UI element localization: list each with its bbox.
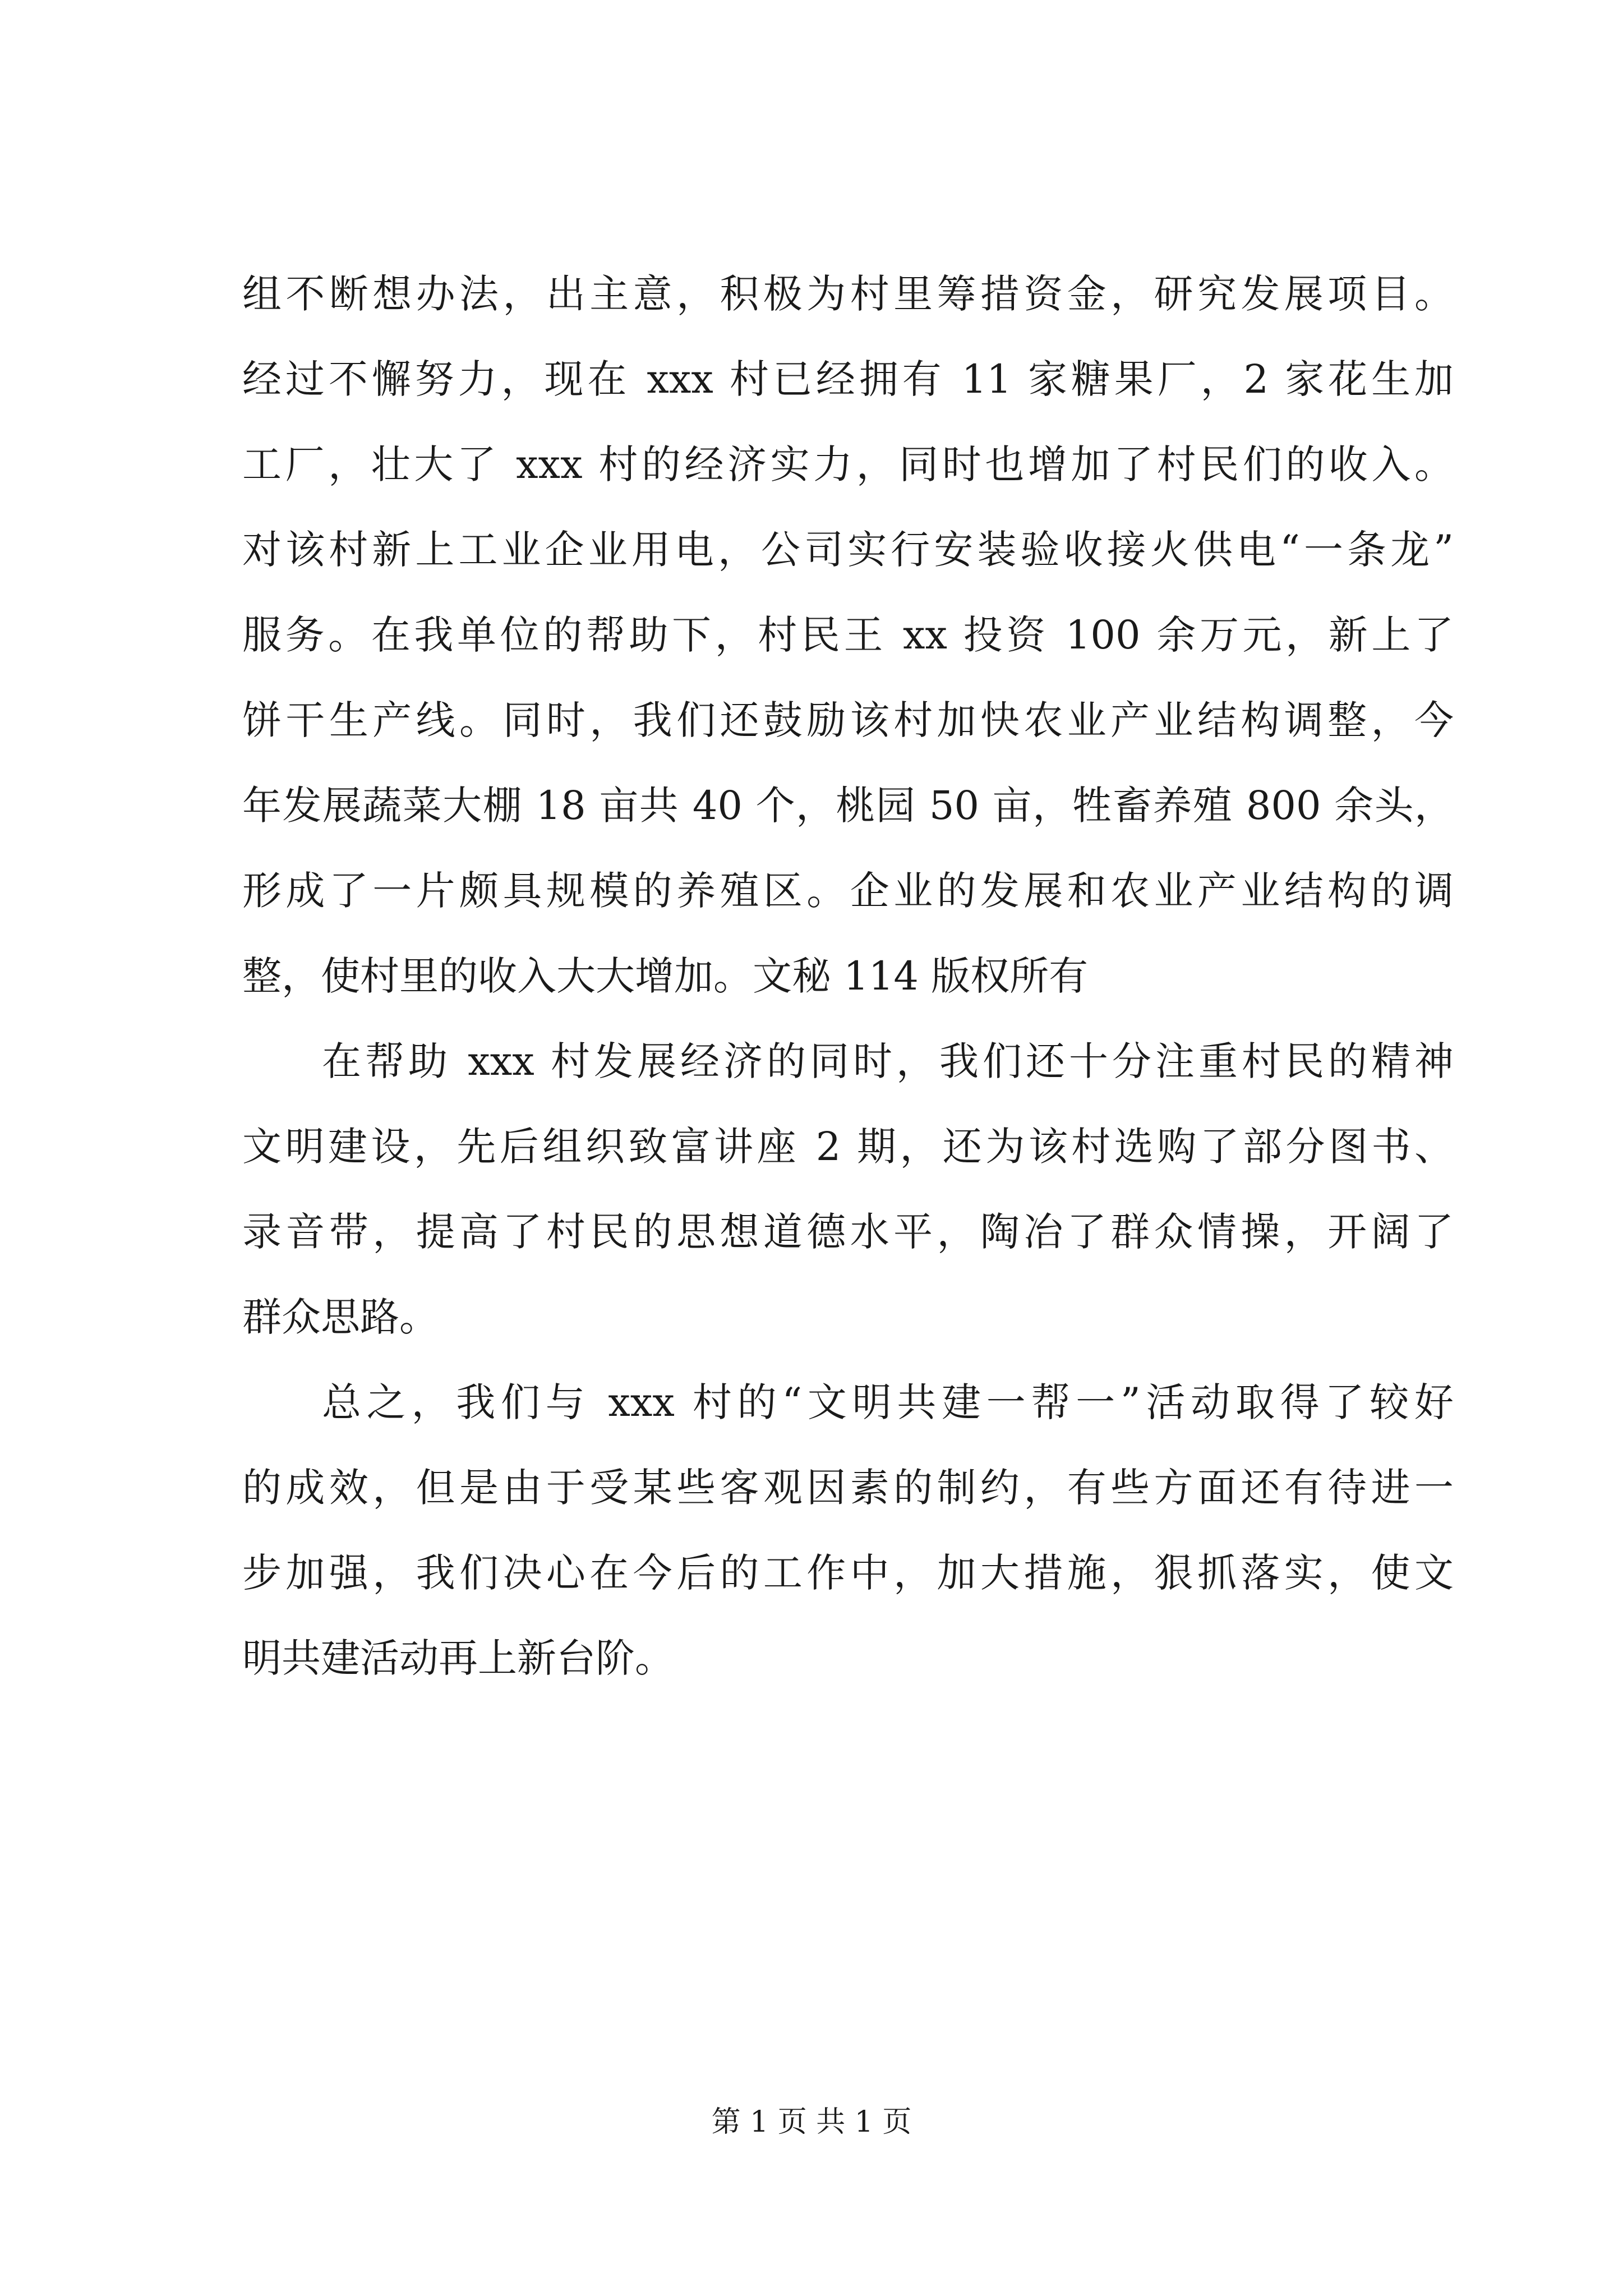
text-line: 经过不懈努力，现在 xxx 村已经拥有 11 家糖果厂，2 家花生加 [242, 356, 1454, 402]
text-line: 文明建设，先后组织致富讲座 2 期，还为该村选购了部分图书、 [242, 1124, 1454, 1170]
text-line: 步加强，我们决心在今后的工作中，加大措施，狠抓落实，使文 [242, 1550, 1454, 1596]
text-line: 总之，我们与 xxx 村的“文明共建一帮一”活动取得了较好 [322, 1379, 1454, 1425]
paragraph-1 [242, 251, 1454, 1019]
text-line: 录音带，提高了村民的思想道德水平，陶冶了群众情操，开阔了 [242, 1209, 1454, 1255]
paragraph-2 [242, 1019, 1454, 1360]
page-number-footer: 第 1 页 共 1 页 [711, 2105, 912, 2139]
text-line: 服务。在我单位的帮助下，村民王 xx 投资 100 余万元，新上了 [242, 612, 1454, 658]
text-line: 整，使村里的收入大大增加。文秘 114 版权所有 [242, 953, 1089, 999]
text-line: 年发展蔬菜大棚 18 亩共 40 个，桃园 50 亩，牲畜养殖 800 余头， [242, 783, 1454, 829]
paragraph-3 [242, 1360, 1454, 1701]
text-line: 饼干生产线。同时，我们还鼓励该村加快农业产业结构调整，今 [242, 697, 1454, 743]
text-line: 组不断想办法，出主意，积极为村里筹措资金，研究发展项目。 [242, 271, 1454, 317]
text-line: 在帮助 xxx 村发展经济的同时，我们还十分注重村民的精神 [322, 1038, 1454, 1084]
text-line: 群众思路。 [242, 1294, 439, 1340]
text-line: 对该村新上工业企业用电，公司实行安装验收接火供电“一条龙” [242, 527, 1454, 573]
document-body [242, 251, 1454, 1701]
text-line: 工厂，壮大了 xxx 村的经济实力，同时也增加了村民们的收入。 [242, 441, 1454, 487]
text-line: 形成了一片颇具规模的养殖区。企业的发展和农业产业结构的调 [242, 868, 1454, 914]
text-line: 的成效，但是由于受某些客观因素的制约，有些方面还有待进一 [242, 1465, 1454, 1511]
text-line: 明共建活动再上新台阶。 [242, 1635, 674, 1681]
